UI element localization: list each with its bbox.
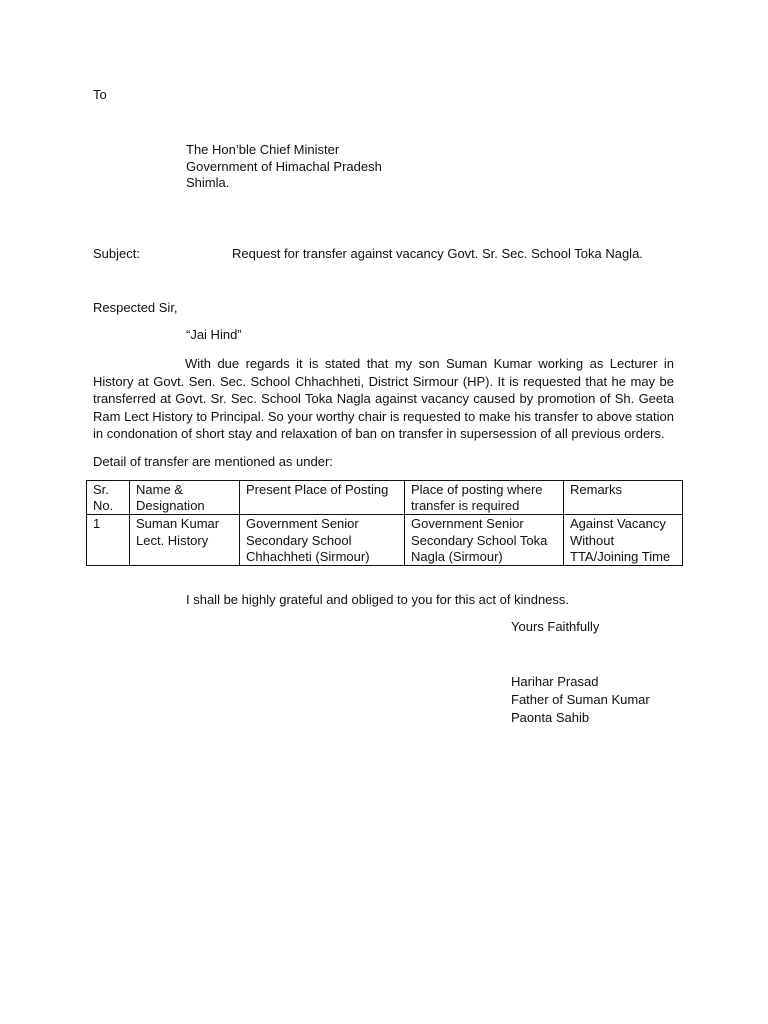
header-required-posting: Place of posting where transfer is required — [405, 481, 564, 515]
salutation-to: To — [93, 87, 107, 102]
header-remarks: Remarks — [564, 481, 683, 515]
recipient-address — [186, 142, 382, 192]
recipient-line-1: The Hon’ble Chief Minister — [186, 142, 340, 157]
signature-place: Paonta Sahib — [511, 710, 590, 725]
closing-line: I shall be highly grateful and obliged to you for this act of kindness. — [186, 592, 570, 607]
cell-sr-no: 1 — [87, 515, 130, 566]
table-header-row — [87, 481, 683, 515]
cell-remarks: Against Vacancy Without TTA/Joining Time — [564, 515, 683, 566]
recipient-line-2: Government of Himachal Pradesh — [186, 158, 382, 174]
greeting: Respected Sir, — [93, 300, 178, 315]
jai-hind: “Jai Hind” — [186, 327, 242, 342]
valediction: Yours Faithfully — [511, 619, 600, 634]
transfer-detail-table — [86, 480, 683, 566]
signature-block — [511, 673, 650, 727]
cell-present-posting: Government Senior Secondary School Chhachheti (Sirmour) — [240, 515, 405, 566]
table-row — [87, 515, 683, 566]
recipient-line-3: Shimla. — [186, 175, 230, 190]
signature-name: Harihar Prasad — [511, 674, 599, 689]
header-present-posting: Present Place of Posting — [240, 481, 405, 515]
subject-text: Request for transfer against vacancy Govt. Sr. Sec. School Toka Nagla. — [232, 246, 643, 261]
body-paragraph: With due regards it is stated that my son Suman Kumar working as Lecturer in History at Govt. Sen. Sec. School Chhachheti, District Sirmour (HP). It is requested that he may be transferred at Govt. Sr. Sec. School Toka Nagla against vacancy caused by promotion of Sh. Geeta Ram Lect History to Principal. So your worthy chair is requested to make his transfer to above station in condonation of short stay and relaxation of ban on transfer in supersession of all previous orders. — [93, 356, 674, 442]
header-sr-no: Sr. No. — [87, 481, 130, 515]
signature-relation: Father of Suman Kumar — [511, 692, 650, 707]
detail-intro: Detail of transfer are mentioned as under: — [93, 454, 333, 469]
subject-label: Subject: — [93, 246, 140, 261]
cell-required-posting: Government Senior Secondary School Toka Nagla (Sirmour) — [405, 515, 564, 566]
cell-name-designation: Suman Kumar Lect. History — [130, 515, 240, 566]
header-name-designation: Name & Designation — [130, 481, 240, 515]
